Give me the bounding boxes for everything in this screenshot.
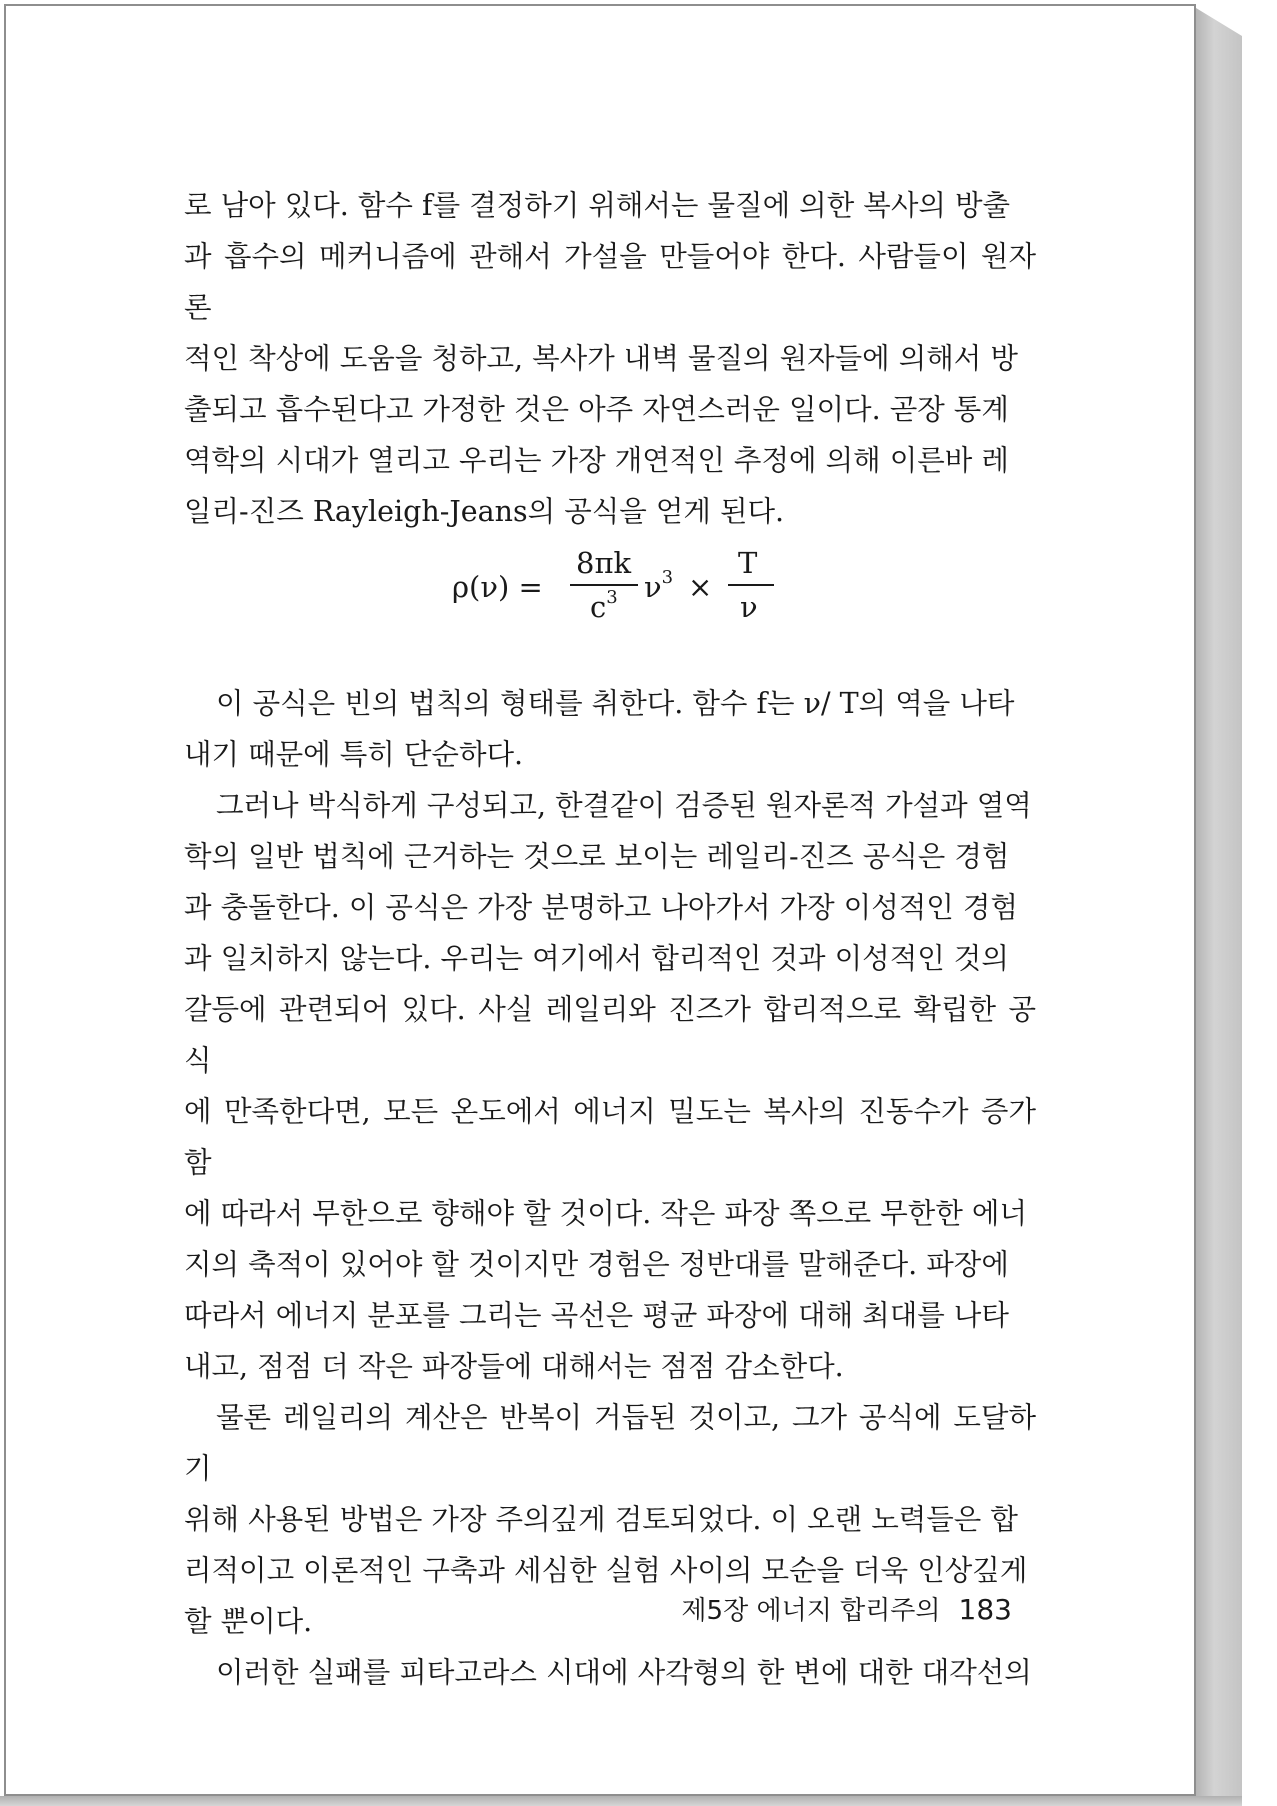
paragraph	[184, 180, 1036, 537]
formula-nu-cubed	[644, 567, 674, 604]
text-line: 그러나 박식하게 구성되고, 한결같이 검증된 원자론적 가설과 열역	[216, 789, 1032, 822]
text-line: 갈등에 관련되어 있다. 사실 레일리와 진즈가 합리적으로 확립한 공식	[184, 993, 1036, 1077]
text-line: 과 흡수의 메커니즘에 관해서 가설을 만들어야 한다. 사람들이 원자론	[184, 240, 1036, 324]
text-line: 에 따라서 무한으로 향해야 할 것이다. 작은 파장 쪽으로 무한한 에너	[184, 1197, 1027, 1230]
text-line: 이 공식은 빈의 법칙의 형태를 취한다. 함수 f는 ν/ T의 역을 나타	[216, 687, 1015, 720]
chapter-title: 제5장 에너지 합리주의	[681, 1596, 941, 1626]
fraction-bar-2	[728, 584, 774, 586]
text-line: 학의 일반 법칙에 근거하는 것으로 보이는 레일리-진즈 공식은 경험	[184, 840, 1010, 873]
book-side-edge	[1196, 8, 1242, 1806]
nu-symbol: ν	[644, 570, 662, 604]
denominator-exponent: 3	[606, 587, 618, 608]
text-line: 내고, 점점 더 작은 파장들에 대해서는 점점 감소한다.	[184, 1350, 844, 1383]
denominator-base: c	[590, 590, 607, 624]
formula-lhs: ρ(ν) =	[452, 570, 543, 604]
text-line: 로 남아 있다. 함수 f를 결정하기 위해서는 물질에 의한 복사의 방출	[184, 189, 1011, 222]
text-line: 지의 축적이 있어야 할 것이지만 경험은 정반대를 말해준다. 파장에	[184, 1248, 1009, 1281]
nu-exponent: 3	[661, 567, 674, 588]
text-line: 물론 레일리의 계산은 반복이 거듭된 것이고, 그가 공식에 도달하기	[184, 1401, 1036, 1485]
formula-numerator-1: 8πk	[576, 546, 632, 580]
formula-denominator-1	[590, 587, 618, 624]
text-line: 위해 사용된 방법은 가장 주의깊게 검토되었다. 이 오랜 노력들은 합	[184, 1503, 1018, 1536]
text-line: 적인 착상에 도움을 청하고, 복사가 내벽 물질의 원자들에 의해서 방	[184, 342, 1018, 375]
paragraph	[184, 1647, 1036, 1698]
body-text-bottom	[184, 678, 1036, 1698]
text-line: 이러한 실패를 피타고라스 시대에 사각형의 한 변에 대한 대각선의	[216, 1656, 1032, 1689]
page-footer	[681, 1590, 1012, 1627]
text-line: 따라서 에너지 분포를 그리는 곡선은 평균 파장에 대해 최대를 나타	[184, 1299, 1009, 1332]
page-number: 183	[958, 1593, 1012, 1626]
text-line: 과 일치하지 않는다. 우리는 여기에서 합리적인 것과 이성적인 것의	[184, 942, 1009, 975]
text-line: 출되고 흡수된다고 가정한 것은 아주 자연스러운 일이다. 곧장 통계	[184, 393, 1009, 426]
formula-denominator-2: ν	[740, 590, 758, 624]
paragraph	[184, 780, 1036, 1392]
paragraph	[184, 678, 1036, 780]
text-line: 역학의 시대가 열리고 우리는 가장 개연적인 추정에 의해 이른바 레	[184, 444, 1009, 477]
text-line: 내기 때문에 특히 단순하다.	[184, 738, 524, 771]
fraction-bar-1	[570, 584, 638, 586]
text-line: 에 만족한다면, 모든 온도에서 에너지 밀도는 복사의 진동수가 증가함	[184, 1095, 1036, 1179]
formula-numerator-2: T	[738, 546, 758, 580]
body-text-top	[184, 180, 1036, 537]
text-line: 과 충돌한다. 이 공식은 가장 분명하고 나아가서 가장 이성적인 경험	[184, 891, 1018, 924]
text-line: 할 뿐이다.	[184, 1605, 313, 1638]
text-line: 리적이고 이론적인 구축과 세심한 실험 사이의 모순을 더욱 인상깊게	[184, 1554, 1028, 1587]
text-line: 일리-진즈 Rayleigh-Jeans의 공식을 얻게 된다.	[184, 495, 785, 528]
formula-times: ×	[688, 570, 713, 604]
book-bottom-edge	[0, 1796, 1242, 1806]
